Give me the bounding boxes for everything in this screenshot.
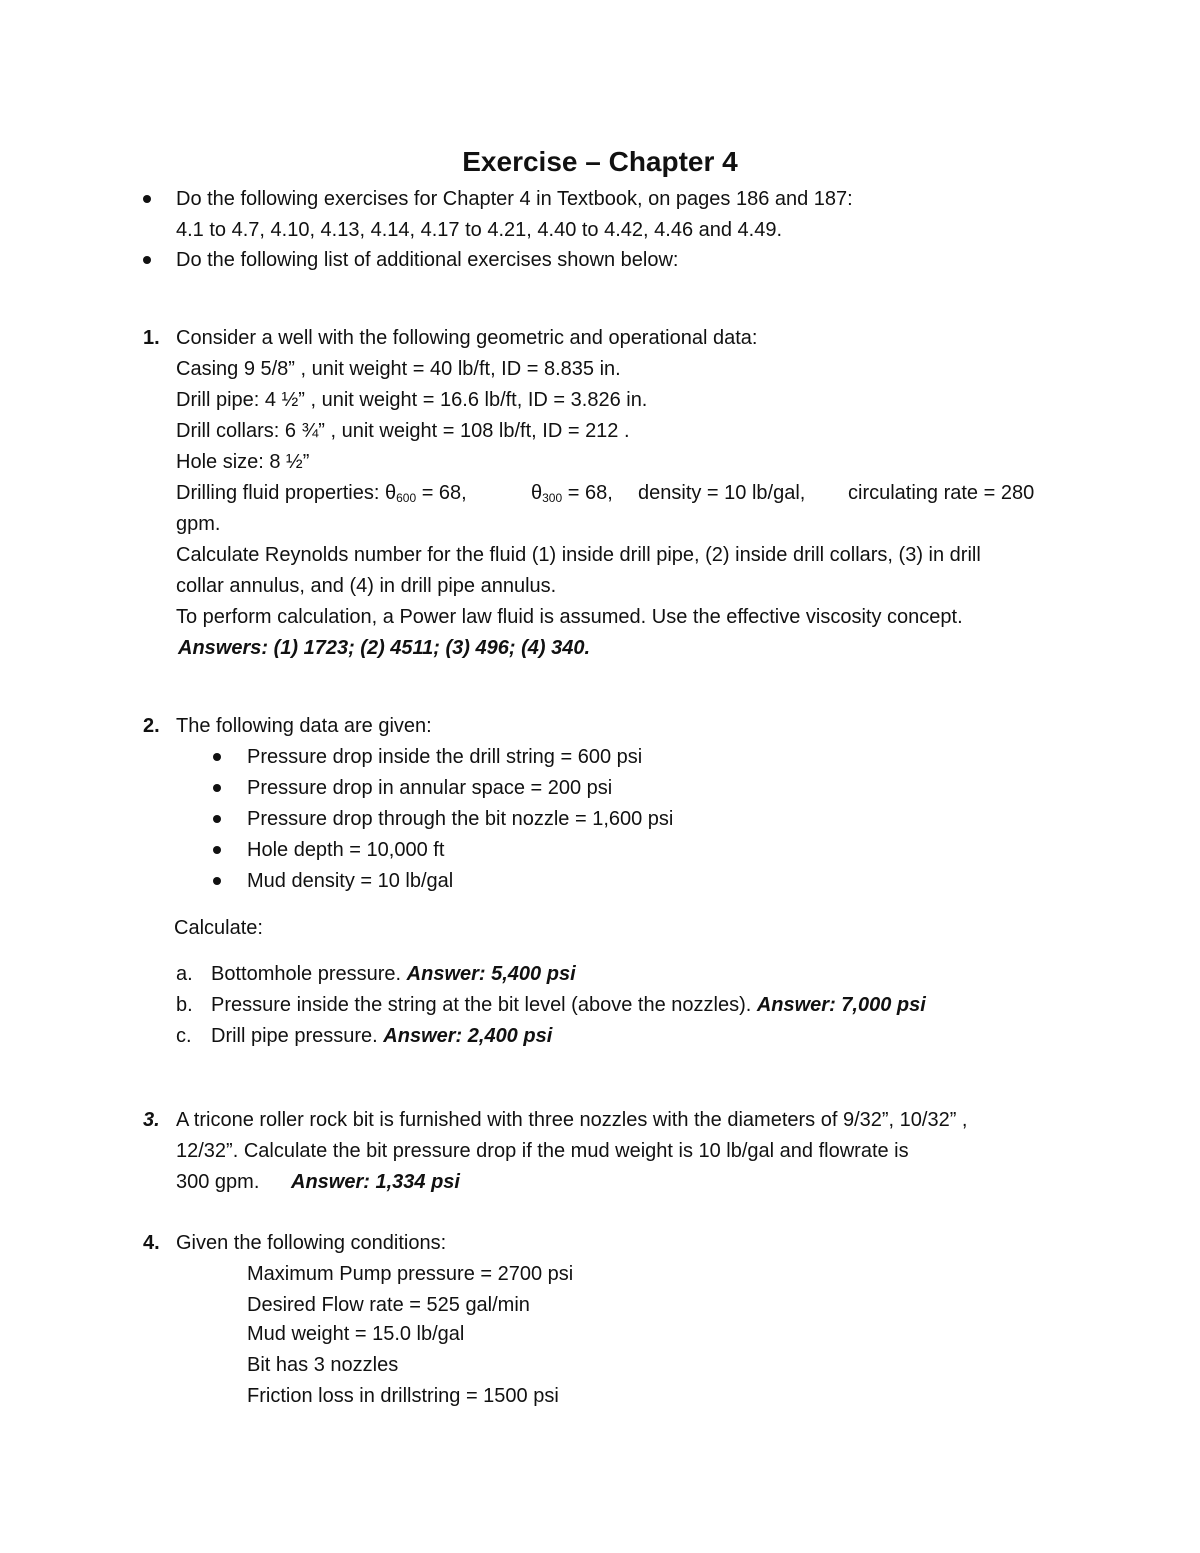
bullet-dot xyxy=(213,815,221,823)
question-4-number: 4. xyxy=(143,1232,160,1254)
q4-condition: Maximum Pump pressure = 2700 psi xyxy=(247,1263,574,1285)
theta-subscript-600: 600 xyxy=(396,491,417,505)
theta-subscript-300: 300 xyxy=(542,491,563,505)
q1-line: To perform calculation, a Power law fluid is assumed. Use the effective viscosity concept. xyxy=(176,606,963,628)
q2-data-item: Pressure drop in annular space = 200 psi xyxy=(247,777,613,799)
q1-theta-300 xyxy=(531,479,613,507)
part-answer: Answer: 5,400 psi xyxy=(406,963,576,985)
q2-data-item: Pressure drop inside the drill string = 600 psi xyxy=(247,746,643,768)
q1-answer: Answers: (1) 1723; (2) 4511; (3) 496; (4) 340. xyxy=(178,637,591,659)
intro-bullet-1-line-2: 4.1 to 4.7, 4.10, 4.13, 4.14, 4.17 to 4.21, 4.40 to 4.42, 4.46 and 4.49. xyxy=(176,219,783,241)
part-answer: Answer: 2,400 psi xyxy=(383,1025,553,1047)
bullet-dot xyxy=(213,877,221,885)
q1-line: Drill pipe: 4 ½” , unit weight = 16.6 lb/ft, ID = 3.826 in. xyxy=(176,389,648,411)
part-text: Pressure inside the string at the bit level (above the nozzles). xyxy=(211,994,757,1016)
q4-condition: Bit has 3 nozzles xyxy=(247,1354,399,1376)
q4-intro: Given the following conditions: xyxy=(176,1232,447,1254)
q4-condition: Desired Flow rate = 525 gal/min xyxy=(247,1294,530,1316)
q3-line: 300 gpm. xyxy=(176,1171,260,1193)
fluid-label: Drilling fluid properties: xyxy=(176,482,385,504)
q3-line: A tricone roller rock bit is furnished with three nozzles with the diameters of 9/32”, 10/32” , xyxy=(176,1109,968,1131)
q2-data-item: Pressure drop through the bit nozzle = 1,600 psi xyxy=(247,808,674,830)
intro-bullet-1-line-1: Do the following exercises for Chapter 4 in Textbook, on pages 186 and 187: xyxy=(176,188,853,210)
q2-part-a xyxy=(211,960,576,988)
q1-density: density = 10 lb/gal, xyxy=(638,482,806,504)
theta-symbol: θ xyxy=(531,482,543,504)
q2-data-item: Mud density = 10 lb/gal xyxy=(247,870,454,892)
q1-line: collar annulus, and (4) in drill pipe annulus. xyxy=(176,575,557,597)
q2-part-b xyxy=(211,991,926,1019)
bullet-dot xyxy=(213,846,221,854)
theta-symbol: θ xyxy=(384,482,397,504)
bullet-dot xyxy=(143,195,151,203)
q1-line: Calculate Reynolds number for the fluid (1) inside drill pipe, (2) inside drill collars, (3) in drill xyxy=(176,544,981,566)
q2-intro: The following data are given: xyxy=(176,715,432,737)
theta-600-value: = 68, xyxy=(416,482,467,504)
q3-answer: Answer: 1,334 psi xyxy=(291,1171,460,1193)
bullet-dot xyxy=(213,753,221,761)
q1-rate-continued: gpm. xyxy=(176,513,221,535)
q1-line: Consider a well with the following geometric and operational data: xyxy=(176,327,758,349)
q1-line: Casing 9 5/8” , unit weight = 40 lb/ft, ID = 8.835 in. xyxy=(176,358,621,380)
q2-part-letter: a. xyxy=(176,963,193,985)
q1-line: Hole size: 8 ½” xyxy=(176,451,310,473)
intro-bullet-2: Do the following list of additional exercises shown below: xyxy=(176,249,679,271)
question-2-number: 2. xyxy=(143,715,160,737)
bullet-dot xyxy=(213,784,221,792)
q3-line: 12/32”. Calculate the bit pressure drop if the mud weight is 10 lb/gal and flowrate is xyxy=(176,1140,909,1162)
theta-300-value: = 68, xyxy=(562,482,613,504)
q1-line: Drill collars: 6 ¾” , unit weight = 108 lb/ft, ID = 212 . xyxy=(176,420,630,442)
page-title: Exercise – Chapter 4 xyxy=(462,146,738,177)
part-text: Drill pipe pressure. xyxy=(211,1025,384,1047)
q4-condition: Mud weight = 15.0 lb/gal xyxy=(247,1323,465,1345)
q2-part-letter: b. xyxy=(176,994,193,1016)
q1-circulating-rate: circulating rate = 280 xyxy=(848,482,1035,504)
bullet-dot xyxy=(143,256,151,264)
q2-data-item: Hole depth = 10,000 ft xyxy=(247,839,445,861)
question-3-number: 3. xyxy=(143,1109,160,1131)
q1-fluid-properties xyxy=(176,479,467,507)
part-text: Bottomhole pressure. xyxy=(211,963,407,985)
q4-condition: Friction loss in drillstring = 1500 psi xyxy=(247,1385,559,1407)
q2-calculate-label: Calculate: xyxy=(174,917,263,939)
question-1-number: 1. xyxy=(143,327,160,349)
q2-part-letter: c. xyxy=(176,1025,192,1047)
q2-part-c xyxy=(211,1022,552,1050)
part-answer: Answer: 7,000 psi xyxy=(756,994,926,1016)
